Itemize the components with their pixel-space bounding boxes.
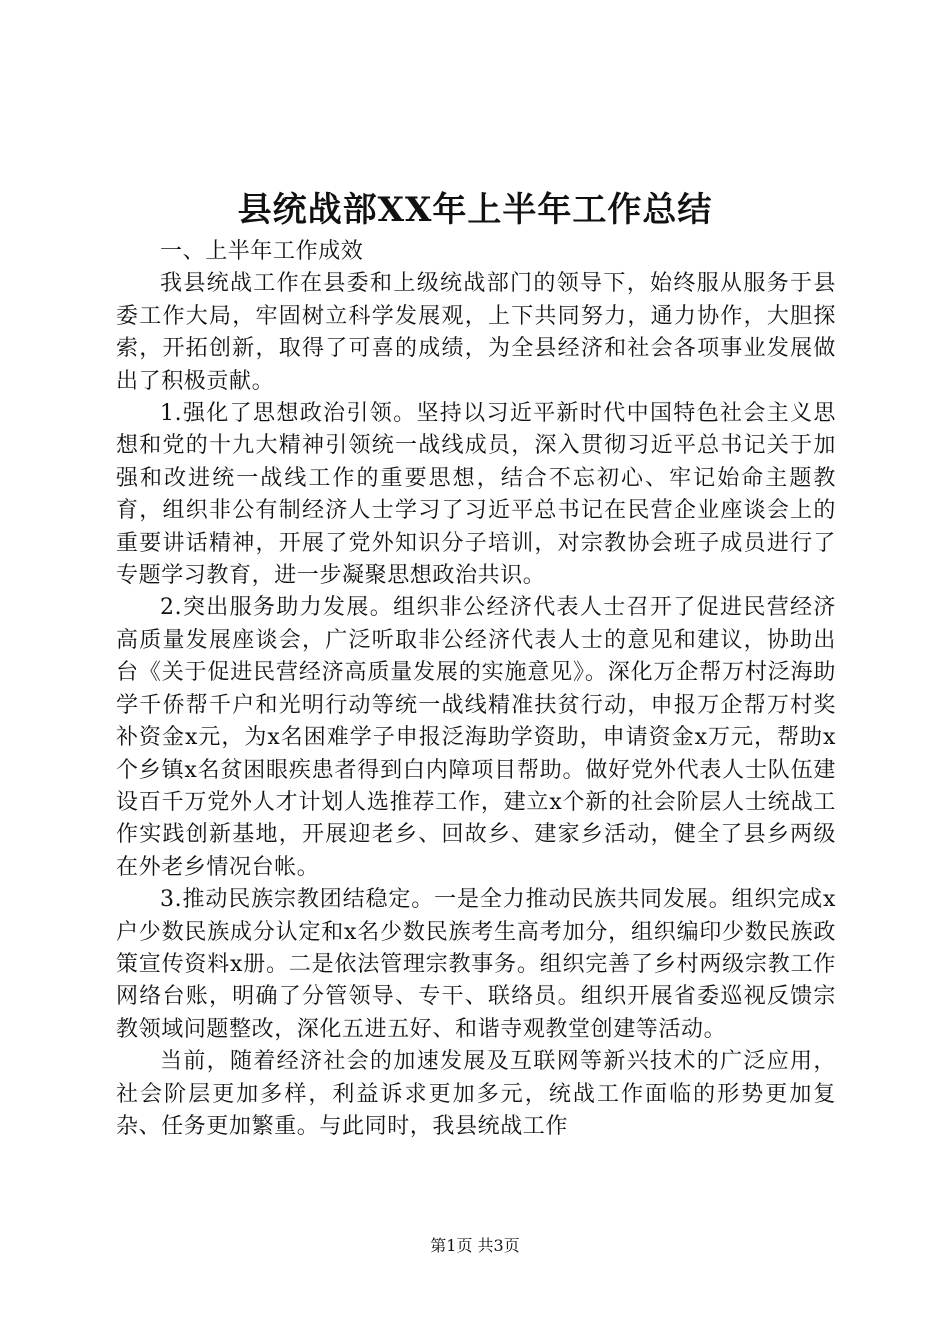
body-paragraph: 3.推动民族宗教团结稳定。一是全力推动民族共同发展。组织完成x户少数民族成分认定和x名少数民族考生高考加分，组织编印少数民族政策宣传资料x册。二是依法管理宗教事务。组织完善了乡村两级宗教工作网络台账，明确了分管领导、专干、联络员。组织开展省委巡视反馈宗教领域问题整改，深化五进五好、和谐寺观教堂创建等活动。: [116, 887, 836, 1042]
body-paragraph: 当前，随着经济社会的加速发展及互联网等新兴技术的广泛应用，社会阶层更加多样，利益诉求更加多元，统战工作面临的形势更加复杂、任务更加繁重。与此同时，我县统战工作: [116, 1049, 836, 1139]
body-paragraph: 2.突出服务助力发展。组织非公经济代表人士召开了促进民营经济高质量发展座谈会，广泛听取非公经济代表人士的意见和建议，协助出台《关于促进民营经济高质量发展的实施意见》。深化万企帮万村泛海助学千侨帮千户和光明行动等统一战线精准扶贫行动，申报万企帮万村奖补资金x元，为x名困难学子申报泛海助学资助，申请资金x万元，帮助x个乡镇x名贫困眼疾患者得到白内障项目帮助。做好党外代表人士队伍建设百千万党外人才计划人选推荐工作，建立x个新的社会阶层人士统战工作实践创新基地，开展迎老乡、回故乡、建家乡活动，健全了县乡两级在外老乡情况台帐。: [116, 595, 836, 880]
body-paragraph: 1.强化了思想政治引领。坚持以习近平新时代中国特色社会主义思想和党的十九大精神引领统一战线成员，深入贯彻习近平总书记关于加强和改进统一战线工作的重要思想，结合不忘初心、牢记始命主题教育，组织非公有制经济人士学习了习近平总书记在民营企业座谈会上的重要讲话精神，开展了党外知识分子培训，对宗教协会班子成员进行了专题学习教育，进一步凝聚思想政治共识。: [116, 401, 836, 589]
section-heading: 一、上半年工作成效: [160, 239, 364, 264]
page-footer: 第1页 共3页: [430, 1236, 520, 1255]
document-body: [116, 236, 836, 1143]
body-paragraph: 我县统战工作在县委和上级统战部门的领导下，始终服从服务于县委工作大局，牢固树立科学发展观，上下共同努力，通力协作，大胆探索，开拓创新，取得了可喜的成绩，为全县经济和社会各项事业发展做出了积极贡献。: [116, 271, 836, 394]
document-title: 县统战部XX年上半年工作总结: [237, 190, 713, 230]
